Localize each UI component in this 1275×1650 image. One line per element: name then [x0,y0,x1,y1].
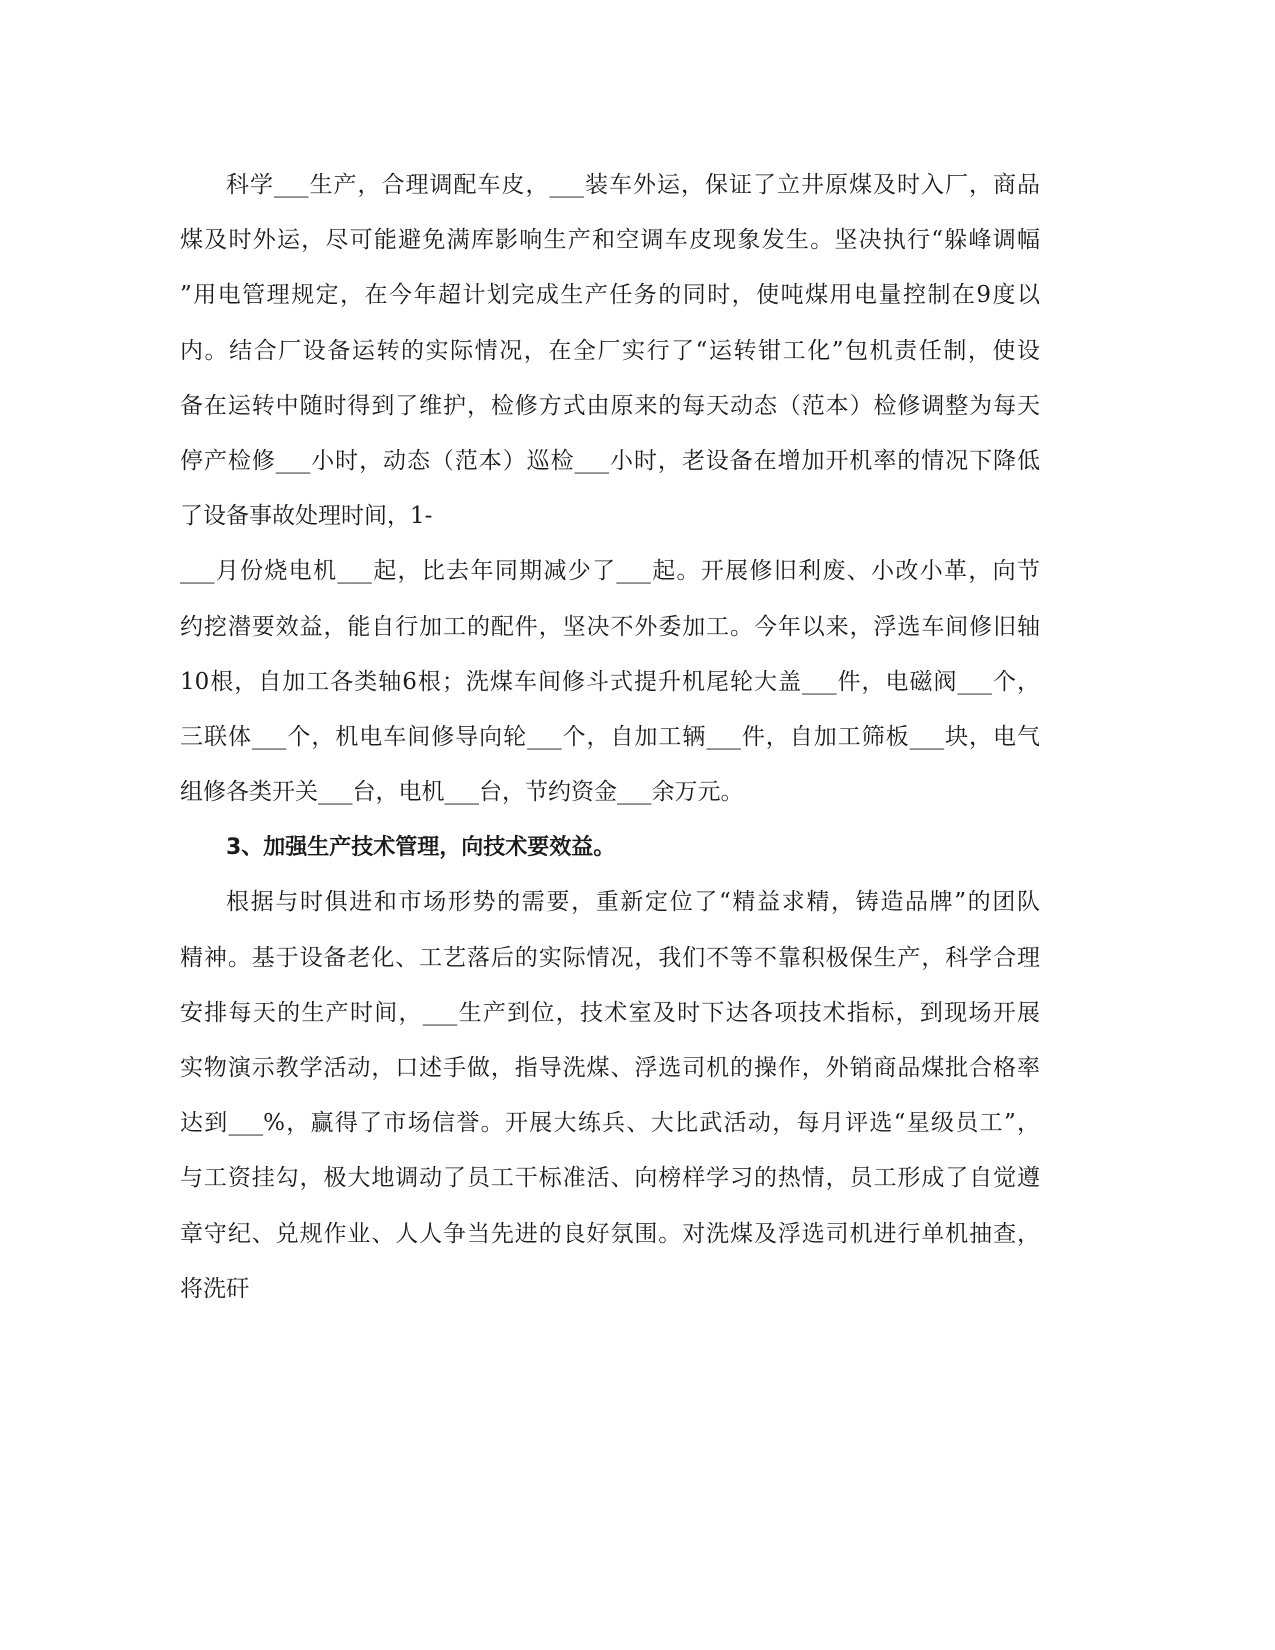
text-line: 停产检修___小时，动态（范本）巡检___小时，老设备在增加开机率的情况下降低 [180,447,1040,474]
paragraph-coal-transport [180,158,1040,820]
text-line: 安排每天的生产时间，___生产到位，技术室及时下达各项技术指标，到现场开展 [180,999,1040,1026]
text-line: 精神。基于设备老化、工艺落后的实际情况，我们不等不靠积极保生产，科学合理 [180,944,1040,971]
text-line: 科学___生产，合理调配车皮，___装车外运，保证了立井原煤及时入厂，商品 [226,172,1040,198]
text-line: 与工资挂勾，极大地调动了员工干标准活、向榜样学习的热情，员工形成了自觉遵 [180,1165,1040,1192]
text-line: ___月份烧电机___起，比去年同期减少了___起。开展修旧利废、小改小革，向节 [180,558,1040,585]
document-page [180,158,1040,1317]
text-line: 备在运转中随时得到了维护，检修方式由原来的每天动态（范本）检修调整为每天 [180,392,1040,419]
text-line: 煤及时外运，尽可能避免满库影响生产和空调车皮现象发生。坚决执行“躲峰调幅 [180,227,1040,254]
section-heading: 3、加强生产技术管理，向技术要效益。 [226,835,616,861]
text-line: 根据与时俱进和市场形势的需要，重新定位了“精益求精，铸造品牌”的团队 [226,889,1040,916]
text-line: 章守纪、兑规作业、人人争当先进的良好氛围。对洗煤及浮选司机进行单机抽查， [180,1220,1040,1247]
text-line: 组修各类开关___台，电机___台，节约资金___余万元。 [180,779,744,806]
text-line: 三联体___个，机电车间修导向轮___个，自加工辆___件，自加工筛板___块，电气 [180,723,1040,750]
text-line: 10根，自加工各类轴6根；洗煤车间修斗式提升机尾轮大盖___件，电磁阀___个， [180,668,1040,695]
text-line: 内。结合厂设备运转的实际情况，在全厂实行了“运转钳工化”包机责任制，使设 [180,337,1040,364]
text-line: 约挖潜要效益，能自行加工的配件，坚决不外委加工。今年以来，浮选车间修旧轴 [180,613,1040,640]
text-line: 了设备事故处理时间，1- [180,503,433,530]
text-line: 达到___%，赢得了市场信誉。开展大练兵、大比武活动，每月评选“星级员工”， [180,1110,1040,1137]
text-line: 实物演示教学活动，口述手做，指导洗煤、浮选司机的操作，外销商品煤批合格率 [180,1055,1040,1081]
text-line: ”用电管理规定，在今年超计划完成生产任务的同时，使吨煤用电量控制在9度以 [180,282,1040,309]
paragraph-technical-management [180,875,1040,1317]
text-line: 将洗矸 [180,1275,249,1302]
